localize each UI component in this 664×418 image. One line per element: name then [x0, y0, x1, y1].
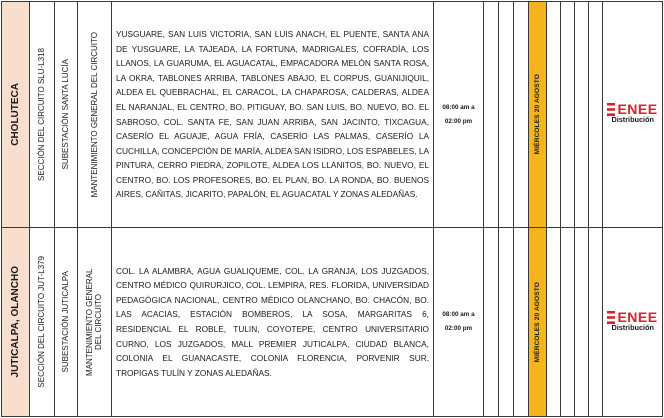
- substation-cell: [55, 2, 78, 228]
- enee-logo: [607, 310, 657, 332]
- empty-cell: [589, 228, 603, 417]
- logo-cell: [603, 228, 663, 417]
- empty-cell: [514, 2, 529, 228]
- time-cell: [434, 2, 484, 228]
- logo-subtitle: Distribución: [611, 322, 655, 332]
- table-row: [2, 228, 663, 417]
- logo-name: ENEE: [617, 101, 658, 117]
- date-cell: [529, 2, 547, 228]
- department-cell: [2, 2, 30, 228]
- time-end: 02:00 pm: [444, 325, 473, 332]
- activity-type: MANTENIMIENTO GENERAL DEL CIRCUITO: [85, 268, 104, 376]
- date-cell: [529, 228, 547, 417]
- empty-cell: [547, 228, 561, 417]
- empty-cell: [575, 2, 589, 228]
- time-cell: [434, 228, 484, 417]
- empty-cell: [561, 228, 575, 417]
- substation-name: SUBESTACIÓN JUTICALPA: [61, 271, 71, 373]
- logo-subtitle: Distribución: [611, 115, 655, 124]
- time-start: 08:00 am a: [442, 311, 475, 318]
- circuit-section: SECCIÓN DEL CIRCUITO SLU-L318: [37, 48, 47, 181]
- time-start: 08:00 am a: [442, 103, 475, 111]
- affected-areas: YUSGUARE, SAN LUIS VICTORIA, SAN LUIS ANACH, EL PUENTE, SANTA ANA DE YUSGUARE, LA TAJEADA, LA FORTUNA, MADRIGALES, COFRADÍA, LOS LLANOS, LA GUARUMA, EL AGUACATAL, EMPACADORA MELÓN SANTA ROSA, LA OKRA, TABLONES ARRIBA, TABLONES ABAJO, EL CORPUS, GUANIJIQUIL, ALDEA EL QUEBRACHAL, EL CARACOL, LA CHAPAROSA, CALDERAS, ALDEA EL NARANJAL, EL CENTRO, BO. PITIGUAY, BO. SAN LUIS, BO. NUEVO, BO. EL SABROSO, COL. SANTA FE, SAN JUAN ARRIBA, SAN JACINTO, TIXCAGUA, CASERÍO EL AGUAJE, AGUA FRÍA, CASERÍO LAS PALMAS, CASERÍO LA CUCHILLA, CONCEPCIÓN DE MARÍA, ALDEA SAN ISIDRO, LOS ESPABELES, LA PINTURA, CERRO PIEDRA, ZOPILOTE, ALDEA LOS LLANITOS, BO. NUEVO, EL CENTRO, BO. LOS PROFESORES, BO. EL PLAN, BO. LA RONDA, BO. BUENOS AIRES, CAÑITAS, JICARITO, PAPALÓN, EL AGUACATAL Y ZONAS ALEDAÑAS.: [112, 2, 434, 228]
- logo-cell: [603, 2, 663, 228]
- empty-cell: [575, 228, 589, 417]
- logo-name: ENEE: [617, 308, 658, 325]
- activity-cell: [78, 2, 112, 228]
- empty-cell: [499, 2, 514, 228]
- time-end: 02:00 pm: [444, 117, 473, 125]
- substation-cell: [55, 228, 78, 417]
- empty-cell: [484, 2, 499, 228]
- enee-stripes-icon: [607, 311, 615, 324]
- outage-date: MIÉRCOLES 20 AGOSTO: [533, 74, 541, 155]
- empty-cell: [547, 2, 561, 228]
- circuit-section: SECCIÓN DEL CIRCUITO JUT-L379: [37, 256, 47, 388]
- affected-areas: COL. LA ALAMBRA, AGUA GUALIQUEME, COL. LA GRANJA, LOS JUZGADOS, CENTRO MÉDICO QUIRURJICO, COL. LEMPIRA, RES. FLORIDA, UNIVERSIDAD PEDAGÓGICA NACIONAL, CENTRO MÉDICO OLANCHANO, BO. CHACÓN, BO. LAS ACACIAS, ESTACIÓN BOMBEROS, LA SOSA, MARGARITAS 6, RESIDENCIAL EL ROBLE, TULIN, COYOTEPE, CENTRO UNIVERSITARIO CURNO, LOS JUZGADOS, MALL PREMIER JUTICALPA, CIUDAD BLANCA, COLONIA EL GUANACASTE, COLONIA FLORENCIA, PORVENIR SUR, TROPIGAS TULÍN Y ZONAS ALEDAÑAS.: [112, 228, 434, 417]
- circuit-cell: [30, 228, 55, 417]
- enee-logo: [607, 102, 657, 124]
- department-name: JUTICALPA, OLANCHO: [9, 266, 21, 378]
- empty-cell: [514, 228, 529, 417]
- circuit-cell: [30, 2, 55, 228]
- empty-cell: [589, 2, 603, 228]
- table-row: [2, 2, 663, 228]
- activity-cell: [78, 228, 112, 417]
- empty-cell: [484, 228, 499, 417]
- activity-type: MANTENIMIENTO GENERAL DEL CIRCUITO: [89, 31, 99, 198]
- substation-name: SUBESTACIÓN SANTA LUCÍA: [61, 59, 71, 170]
- empty-cell: [561, 2, 575, 228]
- outage-date: MIÉRCOLES 20 AGOSTO: [533, 281, 541, 363]
- empty-cell: [499, 228, 514, 417]
- department-name: CHOLUTECA: [9, 83, 21, 146]
- outage-schedule-table: [1, 1, 663, 417]
- department-cell: [2, 228, 30, 417]
